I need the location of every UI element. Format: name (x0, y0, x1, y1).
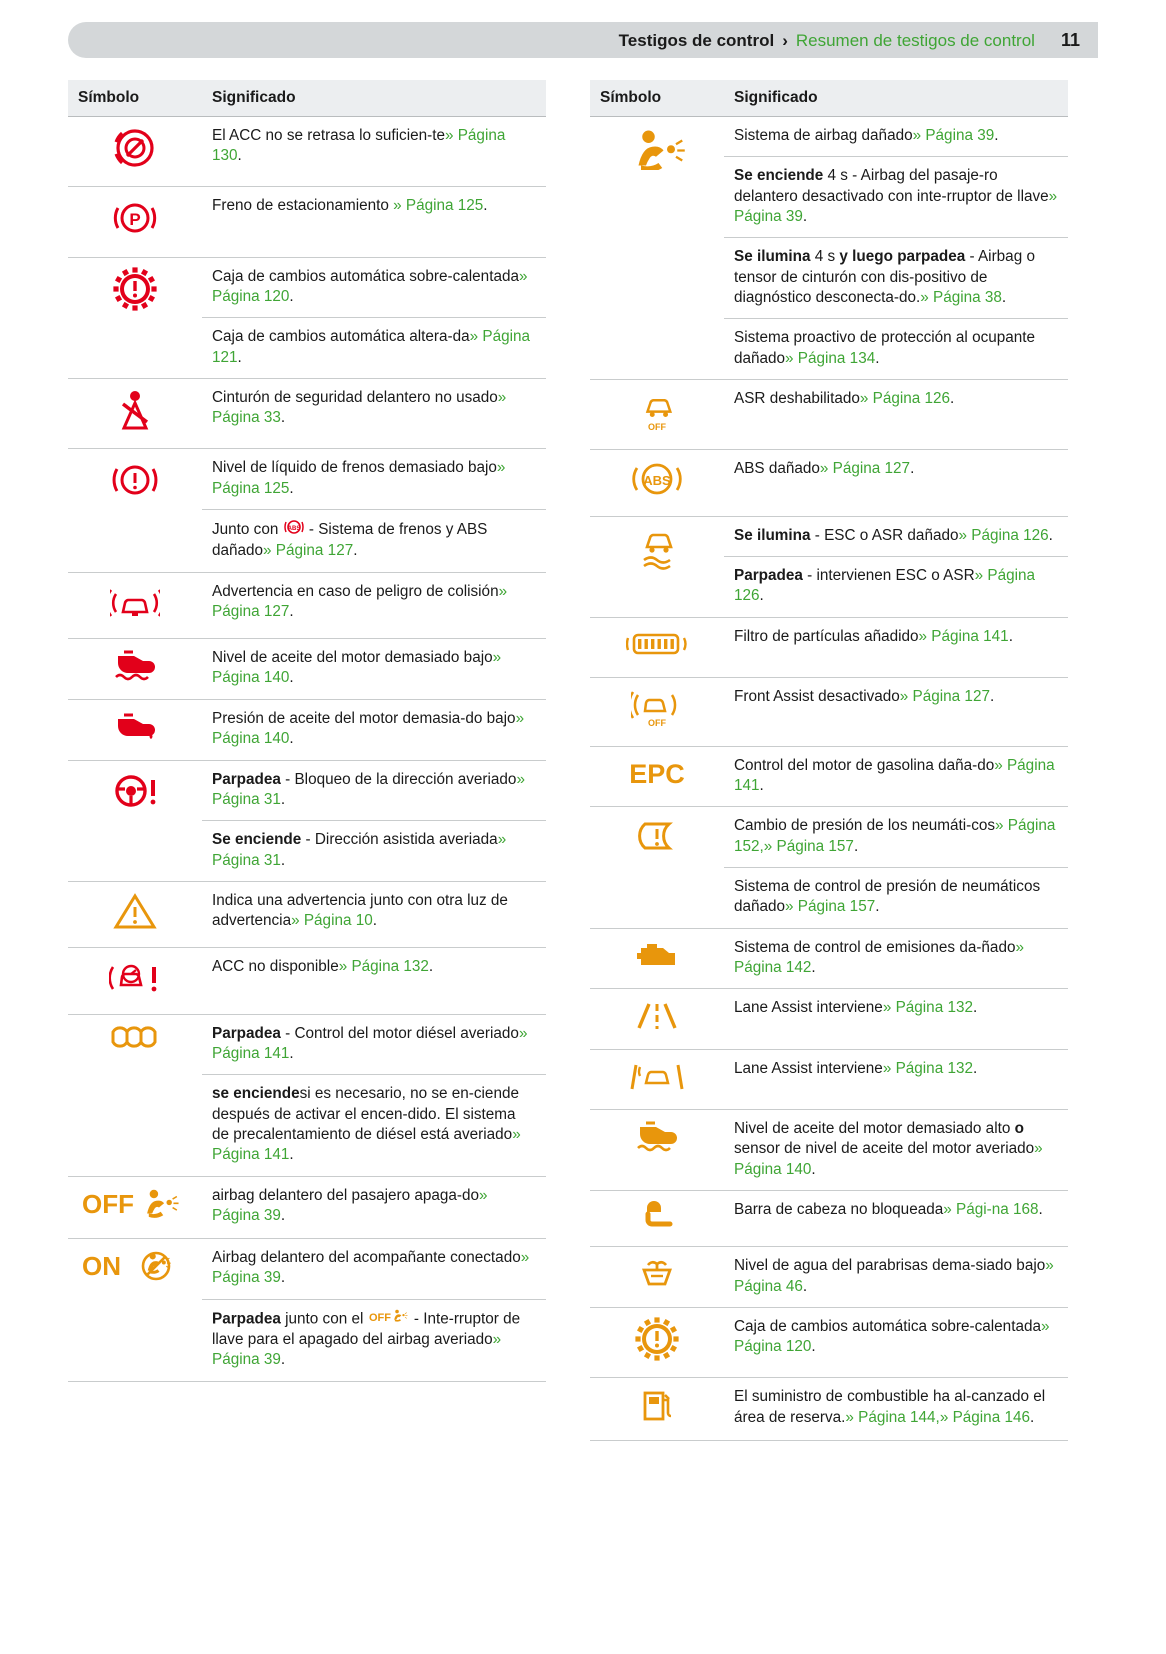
page-header (68, 22, 1098, 58)
page-reference[interactable]: » Página 46 (734, 1257, 1054, 1295)
meaning-text: . (280, 790, 286, 808)
table-header-row (590, 80, 1068, 117)
meaning-cell (724, 989, 1068, 1049)
table-row (590, 380, 1068, 450)
page-reference[interactable]: » Página 141 (212, 1024, 528, 1062)
meaning-text: ASR deshabilitado (734, 390, 860, 408)
meaning-cell (202, 1299, 546, 1381)
meaning-text: . (353, 542, 358, 560)
meaning-text: Sistema de airbag dañado (734, 127, 913, 144)
page-reference[interactable]: » Página 132 (882, 999, 973, 1017)
meaning-cell (202, 379, 546, 449)
meaning-text: . (483, 197, 488, 215)
svg-text:OFF: OFF (648, 718, 666, 729)
meaning-cell (202, 881, 546, 947)
meaning-text: - Control del motor diésel averiado (280, 1024, 519, 1042)
svg-text:OFF: OFF (648, 422, 666, 433)
table-row (590, 516, 1068, 556)
particulate-filter-icon (590, 617, 724, 677)
meaning-cell (202, 572, 546, 638)
meaning-text: Front Assist desactivado (734, 688, 900, 706)
meaning-text: . (289, 1044, 294, 1062)
meaning-cell (724, 1049, 1068, 1109)
meaning-text: . (280, 409, 286, 427)
passenger-airbag-off-inline-icon (368, 1309, 410, 1330)
meaning-text: ABS dañado (734, 460, 820, 478)
meaning-text: . (759, 776, 764, 794)
emphasis-text: Se ilumina (734, 526, 811, 544)
page-reference[interactable]: » Página 38 (920, 289, 1002, 307)
meaning-text: . (759, 587, 764, 605)
meaning-text: Lane Assist interviene (734, 1059, 883, 1077)
meaning-text: . (875, 349, 880, 367)
meaning-text: . (1038, 1200, 1043, 1218)
meaning-text: ACC no disponible (212, 958, 339, 976)
meaning-text: sensor de nivel de aceite del motor averiado (734, 1140, 1035, 1158)
meaning-cell (724, 319, 1068, 380)
table-row (590, 1049, 1068, 1109)
table-row (68, 572, 546, 638)
meaning-text: Nivel de aceite del motor demasiado bajo (212, 649, 493, 667)
page-reference[interactable]: » Página 39 (212, 1331, 502, 1369)
table-row (590, 989, 1068, 1049)
meaning-text: airbag delantero del pasajero apaga-do (212, 1186, 480, 1204)
acc-no-delay-icon (68, 117, 202, 187)
meaning-cell (724, 867, 1068, 928)
page-reference[interactable]: » Página 144, (845, 1408, 940, 1426)
meaning-text: . (910, 460, 915, 478)
page-reference[interactable]: » Página 39 (912, 127, 995, 144)
engine-oil-level-amber-icon (590, 1109, 724, 1190)
meaning-text: . (280, 851, 286, 869)
page-reference[interactable]: » Página 127 (819, 460, 911, 478)
meaning-text: - Inte-rruptor de llave para el apagado del airbag averiado (212, 1310, 521, 1348)
meaning-text: . (372, 912, 377, 930)
emphasis-text: Se ilumina (734, 248, 811, 266)
table-row (590, 1109, 1068, 1190)
table-header-row (68, 80, 546, 117)
engine-emissions-icon (590, 928, 724, 989)
meaning-text: . (280, 1206, 286, 1224)
table-row (68, 379, 546, 449)
meaning-cell (724, 380, 1068, 450)
front-assist-off-icon (590, 678, 724, 746)
meaning-text: Sistema proactivo de protección al ocupante dañado (734, 329, 1036, 367)
emphasis-text: se enciende (212, 1085, 300, 1103)
page-reference[interactable]: » Página 130 (212, 127, 506, 165)
page-reference[interactable]: » Página 126 (859, 390, 951, 408)
meaning-text: - ESC o ASR dañado (810, 526, 959, 544)
esc-icon (590, 516, 724, 617)
table-row (68, 881, 546, 947)
airbag-person-icon (590, 117, 724, 380)
meaning-cell (202, 117, 546, 187)
table-row (590, 678, 1068, 746)
glow-plug-icon (68, 1014, 202, 1176)
meaning-text: - Dirección asistida averiada (301, 831, 498, 849)
meaning-cell (202, 257, 546, 318)
table-row (590, 617, 1068, 677)
emphasis-text: Parpadea (734, 567, 803, 585)
emphasis-text: Se enciende (734, 167, 824, 185)
meaning-cell (724, 1308, 1068, 1378)
meaning-cell (724, 1190, 1068, 1246)
emphasis-text: o (1014, 1119, 1024, 1137)
page-reference[interactable]: » Página 140 (212, 649, 502, 687)
meaning-cell (724, 807, 1068, 868)
column-header-meaning: Significado (202, 80, 546, 117)
right-column (590, 80, 1068, 1441)
page-reference[interactable]: » Página 125 (393, 197, 484, 215)
meaning-cell (202, 318, 546, 379)
gearbox-overheat-amber-icon (590, 1308, 724, 1378)
headrest-icon (590, 1190, 724, 1246)
table-row (590, 746, 1068, 807)
emphasis-text: Parpadea (212, 1310, 281, 1328)
page-reference[interactable]: » Página 127 (263, 542, 354, 560)
meaning-text: . (289, 603, 294, 621)
meaning-text: 4 s (810, 248, 840, 266)
meaning-text: . (989, 688, 995, 706)
svg-text:EPC: EPC (629, 758, 685, 789)
epc-icon (590, 746, 724, 807)
page-reference[interactable]: » Página 132 (338, 958, 429, 976)
meaning-text: Freno de estacionamiento (212, 197, 394, 215)
meaning-text: Filtro de partículas añadido (734, 627, 919, 645)
column-header-meaning: Significado (724, 80, 1068, 117)
meaning-cell (202, 1014, 546, 1075)
table-row (590, 928, 1068, 989)
meaning-text: - intervienen ESC o ASR (802, 567, 975, 585)
table-row (590, 1190, 1068, 1246)
meaning-text: Cinturón de seguridad delantero no usado (212, 389, 498, 407)
meaning-text: 4 s - Airbag del pasaje-ro delantero desactivado con inte-rruptor de llave (734, 167, 1049, 205)
meaning-cell (724, 516, 1068, 556)
meaning-text: . (289, 288, 294, 306)
page-reference[interactable]: » Página 120 (734, 1318, 1050, 1356)
svg-text:ABS: ABS (643, 473, 671, 489)
asr-off-icon (590, 380, 724, 450)
meaning-cell (724, 746, 1068, 807)
meaning-text: . (972, 1059, 978, 1077)
meaning-text: . (811, 1160, 816, 1178)
table-row (68, 1014, 546, 1075)
washer-fluid-icon (590, 1247, 724, 1308)
meaning-text: si es necesario, no se en-ciende después de activar el encen-dido. El sistema de precalentamiento de diésel está averiado (212, 1085, 519, 1143)
page-reference[interactable]: » Página 125 (212, 459, 506, 497)
table-row (68, 639, 546, 700)
seatbelt-icon (68, 379, 202, 449)
meaning-text: - Sistema de frenos y ABS dañado (212, 521, 488, 560)
page-reference[interactable]: » Página 33 (212, 389, 507, 427)
meaning-cell (202, 699, 546, 760)
table-row (68, 257, 546, 318)
svg-text:OFF: OFF (82, 1188, 134, 1219)
page-reference[interactable]: » Página 134 (785, 349, 876, 367)
meaning-cell (724, 678, 1068, 746)
meaning-text: Caja de cambios automática sobre-calentada (734, 1318, 1041, 1335)
meaning-cell (202, 1176, 546, 1238)
engine-oil-pressure-icon (68, 699, 202, 760)
meaning-cell (202, 449, 546, 510)
table-row (68, 1238, 546, 1299)
svg-text:ON: ON (82, 1250, 121, 1281)
page-reference[interactable]: » Página 39 (734, 187, 1058, 226)
page-reference[interactable]: » Pági-na 168 (943, 1200, 1039, 1218)
meaning-text: . (1048, 526, 1053, 544)
parking-brake-icon (68, 187, 202, 257)
table-row (68, 948, 546, 1014)
meaning-text: - Airbag o tensor de cinturón con dis-positivo de diagnóstico desconecta-do. (734, 248, 1035, 307)
meaning-text: Nivel de líquido de frenos demasiado bajo (212, 459, 497, 477)
table-row (590, 1378, 1068, 1440)
meaning-text: . (802, 208, 808, 226)
meaning-text: El suministro de combustible ha al-canzado el área de reserva. (734, 1388, 1046, 1426)
warning-lights-table-right (590, 80, 1068, 1441)
meaning-cell (202, 948, 546, 1014)
meaning-text: Nivel de aceite del motor demasiado alto (734, 1119, 1015, 1137)
page-reference[interactable]: » Página 157 (785, 898, 876, 916)
page-reference[interactable]: » Página 140 (212, 709, 525, 748)
meaning-text: Lane Assist interviene (734, 999, 883, 1017)
page-reference[interactable]: » Página 132 (882, 1059, 973, 1077)
page-reference[interactable]: » Página 126 (734, 567, 1036, 605)
meaning-cell (202, 821, 546, 882)
meaning-text: . (950, 390, 955, 408)
content-columns (68, 80, 1098, 1441)
abs-inline-icon (283, 519, 305, 541)
emphasis-text: Se enciende (212, 831, 302, 849)
meaning-text: Caja de cambios automática sobre-calentada (212, 267, 519, 285)
meaning-text: . (1001, 289, 1007, 307)
page-reference[interactable]: » Página 10 (291, 912, 373, 930)
page-reference[interactable]: » Página 141 (734, 756, 1055, 794)
meaning-text: . (802, 1277, 808, 1295)
abs-icon (590, 450, 724, 516)
table-row (590, 450, 1068, 516)
emphasis-text: Parpadea (212, 1024, 281, 1042)
page-reference[interactable]: » Página 141 (212, 1125, 521, 1164)
page-reference[interactable]: » Página 152, (734, 817, 1056, 855)
meaning-text: Sistema de control de emisiones da-ñado (734, 938, 1016, 956)
meaning-text: Barra de cabeza no bloqueada (734, 1200, 944, 1218)
meaning-text: . (289, 1146, 294, 1164)
engine-oil-level-red-icon (68, 639, 202, 700)
table-row (590, 1308, 1068, 1378)
gearbox-overheat-red-icon (68, 257, 202, 378)
meaning-cell (724, 117, 1068, 157)
steering-wheel-icon (68, 760, 202, 881)
page-reference[interactable]: » Página 127 (899, 688, 990, 706)
page-reference[interactable]: » Página 126 (958, 526, 1049, 544)
meaning-text: . (289, 479, 294, 497)
table-row (68, 1176, 546, 1238)
meaning-text: . (428, 958, 434, 976)
meaning-text: Airbag delantero del acompañante conectado (212, 1248, 521, 1266)
breadcrumb-separator: › (782, 30, 788, 50)
breadcrumb-sub: Resumen de testigos de control (795, 30, 1035, 50)
page-reference[interactable]: » Página 146 (939, 1408, 1030, 1426)
page-reference[interactable]: » Página 142 (734, 938, 1024, 976)
meaning-cell (724, 617, 1068, 677)
page-reference[interactable]: » Página 39 (212, 1186, 488, 1224)
meaning-cell (202, 639, 546, 700)
meaning-text: Control del motor de gasolina daña-do (734, 756, 995, 774)
meaning-text: . (853, 837, 859, 855)
page-reference[interactable]: » Página 39 (212, 1248, 530, 1287)
meaning-text: - Bloqueo de la dirección averiado (280, 770, 517, 788)
page-reference[interactable]: » Página 141 (918, 627, 1009, 645)
table-row (68, 117, 546, 187)
page-number: 11 (1060, 29, 1080, 50)
meaning-text: . (280, 1269, 286, 1287)
warning-triangle-icon (68, 881, 202, 947)
meaning-cell (724, 450, 1068, 516)
emphasis-text: y luego parpadea (839, 248, 966, 266)
page-reference[interactable]: » Página 157 (763, 837, 854, 855)
collision-warning-icon (68, 572, 202, 638)
meaning-cell (202, 187, 546, 257)
lane-assist-car-icon (590, 1049, 724, 1109)
meaning-text: . (875, 898, 880, 916)
brake-fluid-icon (68, 449, 202, 572)
meaning-text: . (1008, 627, 1013, 645)
meaning-text: . (289, 669, 294, 687)
meaning-text: Nivel de agua del parabrisas dema-siado bajo (734, 1257, 1046, 1275)
column-header-symbol: Símbolo (68, 80, 202, 117)
page-reference[interactable]: » Página 127 (212, 582, 508, 621)
meaning-cell (202, 1075, 546, 1176)
meaning-cell (724, 557, 1068, 618)
left-column (68, 80, 546, 1441)
fuel-reserve-icon (590, 1378, 724, 1440)
table-row (590, 117, 1068, 157)
page-reference[interactable]: » Página 31 (212, 770, 525, 808)
lane-assist-lines-icon (590, 989, 724, 1049)
meaning-text: Junto con (212, 521, 283, 539)
tire-pressure-icon (590, 807, 724, 928)
page-reference[interactable]: » Página 121 (212, 328, 531, 366)
meaning-cell (724, 238, 1068, 319)
meaning-text: Advertencia en caso de peligro de colisión (212, 582, 499, 600)
meaning-text: . (237, 348, 242, 366)
meaning-text: . (811, 1338, 816, 1356)
meaning-text: Sistema de control de presión de neumáticos dañado (734, 877, 1041, 916)
breadcrumb-main: Testigos de control (618, 30, 775, 50)
page-reference[interactable]: » Página 120 (212, 267, 528, 306)
table-row (590, 807, 1068, 868)
passenger-airbag-off-icon (68, 1176, 202, 1238)
meaning-text: . (972, 999, 978, 1017)
meaning-text: . (237, 147, 242, 165)
meaning-text: Presión de aceite del motor demasia-do bajo (212, 709, 516, 727)
meaning-text: . (289, 730, 294, 748)
meaning-text: Cambio de presión de los neumáti-cos (734, 817, 996, 835)
meaning-text: El ACC no se retrasa lo suficien-te (212, 127, 445, 144)
table-row (590, 1247, 1068, 1308)
table-row (68, 760, 546, 821)
emphasis-text: Parpadea (212, 770, 281, 788)
svg-text:P: P (129, 210, 141, 230)
meaning-text: junto con el (280, 1310, 368, 1328)
meaning-cell (724, 1378, 1068, 1440)
svg-text:ABS: ABS (287, 526, 300, 533)
page-reference[interactable]: » Página 31 (212, 831, 507, 869)
svg-text:OFF: OFF (368, 1311, 391, 1324)
meaning-cell (202, 1238, 546, 1299)
meaning-cell (202, 510, 546, 573)
warning-lights-table-left (68, 80, 546, 1382)
meaning-text: . (1029, 1408, 1035, 1426)
meaning-text: . (994, 127, 999, 144)
meaning-cell (724, 1109, 1068, 1190)
table-row (68, 187, 546, 257)
column-header-symbol: Símbolo (590, 80, 724, 117)
table-row (68, 449, 546, 510)
passenger-airbag-on-icon (68, 1238, 202, 1381)
meaning-cell (202, 760, 546, 821)
table-row (68, 699, 546, 760)
acc-unavailable-icon (68, 948, 202, 1014)
meaning-text: Indica una advertencia junto con otra luz de advertencia (212, 891, 508, 930)
meaning-cell (724, 1247, 1068, 1308)
meaning-text: . (811, 958, 816, 976)
meaning-cell (724, 157, 1068, 238)
meaning-text: Caja de cambios automática altera-da (212, 328, 470, 346)
meaning-cell (724, 928, 1068, 989)
meaning-text: . (280, 1351, 286, 1369)
page-reference[interactable]: » Página 140 (734, 1140, 1043, 1178)
